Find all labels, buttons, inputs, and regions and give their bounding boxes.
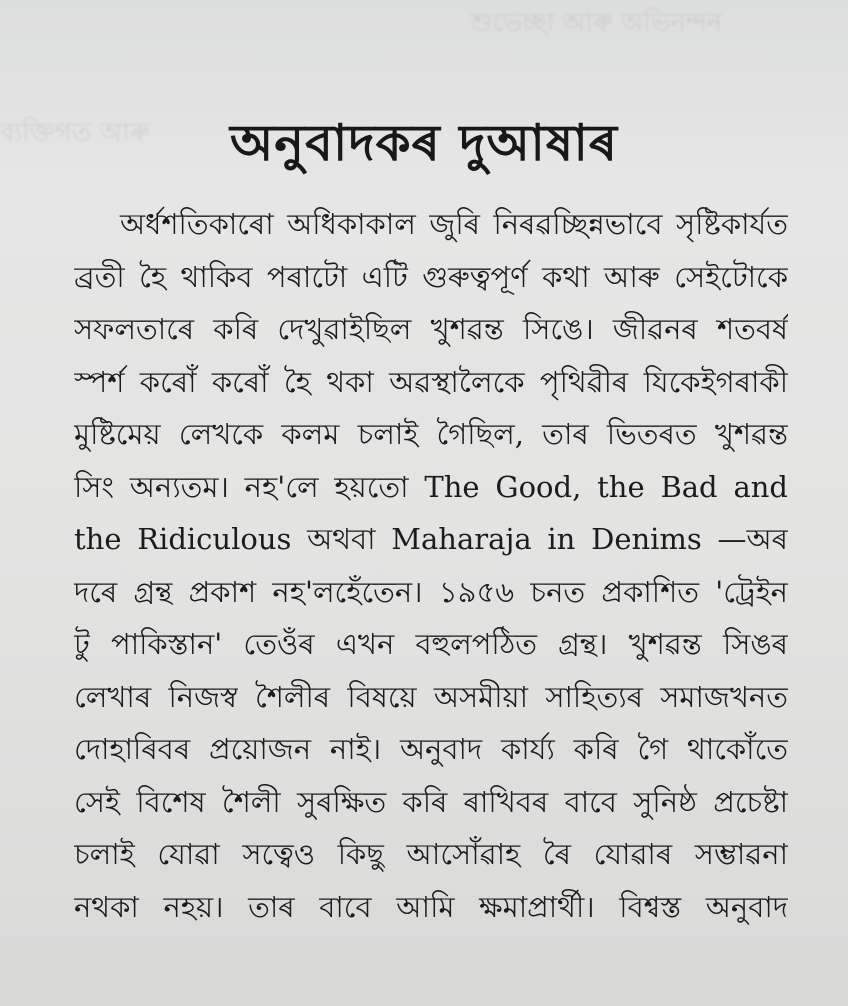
paragraph-line: চলাই যোৱা সত্বেও কিছু আসোঁৱাহ ৰৈ যোৱাৰ সম্ভাৱনা: [74, 837, 788, 871]
paragraph-line: দোহাৰিবৰ প্ৰয়োজন নাই। অনুবাদ কাৰ্য্য কৰি গৈ থাকোঁতে: [74, 732, 788, 766]
paragraph-line: অৰ্ধশতিকাৰো অধিকাকাল জুৰি নিৰৱচ্ছিন্নভাবে সৃষ্টিকাৰ্যত: [120, 207, 788, 241]
body-paragraph: [74, 198, 788, 933]
page-title: অনুবাদকৰ দুআষাৰ: [229, 112, 619, 172]
paragraph-line: the Ridiculous অথবা Maharaja in Denims —অৰ: [74, 522, 788, 556]
paragraph-line: মুষ্টিমেয় লেখকে কলম চলাই গৈছিল, তাৰ ভিতৰত খুশৱন্ত: [74, 417, 788, 451]
paragraph-line: সিং অন্যতম। নহ'লে হয়তো The Good, the Bad and: [74, 469, 788, 504]
paragraph-line: স্পৰ্শ কৰোঁ কৰোঁ হৈ থকা অৱস্থালৈকে পৃথিৱীৰ যিকেইগৰাকী: [74, 364, 788, 399]
paragraph-line: নথকা নহয়। তাৰ বাবে আমি ক্ষমাপ্ৰাৰ্থী। বিশ্বস্ত অনুবাদ: [74, 889, 788, 924]
bleed-through-text-top: শুভেচ্ছা আৰু অভিনন্দন: [470, 8, 723, 38]
paragraph-line: দৰে গ্ৰন্থ প্ৰকাশ নহ'লহেঁতেন। ১৯৫৬ চনত প্ৰকাশিত 'ট্ৰেইন: [74, 574, 788, 609]
paragraph-line: সফলতাৰে কৰি দেখুৱাইছিল খুশৱন্ত সিঙে। জীৱনৰ শতবৰ্ষ: [74, 312, 788, 346]
paragraph-line: টু পাকিস্তান' তেওঁৰ এখন বহুলপঠিত গ্ৰন্থ। খুশৱন্ত সিঙৰ: [74, 627, 788, 661]
paragraph-line: ব্ৰতী হৈ থাকিব পৰাটো এটি গুৰুত্বপূৰ্ণ কথা আৰু সেইটোকে: [74, 259, 788, 294]
bleed-through-text-left: ব্যক্তিগত আৰু: [0, 118, 150, 148]
paragraph-line: লেখাৰ নিজস্ব শৈলীৰ বিষয়ে অসমীয়া সাহিত্যৰ সমাজখনত: [74, 679, 788, 714]
paragraph-line: সেই বিশেষ শৈলী সুৰক্ষিত কৰি ৰাখিবৰ বাবে সুনিষ্ঠ প্ৰচেষ্টা: [74, 784, 788, 819]
